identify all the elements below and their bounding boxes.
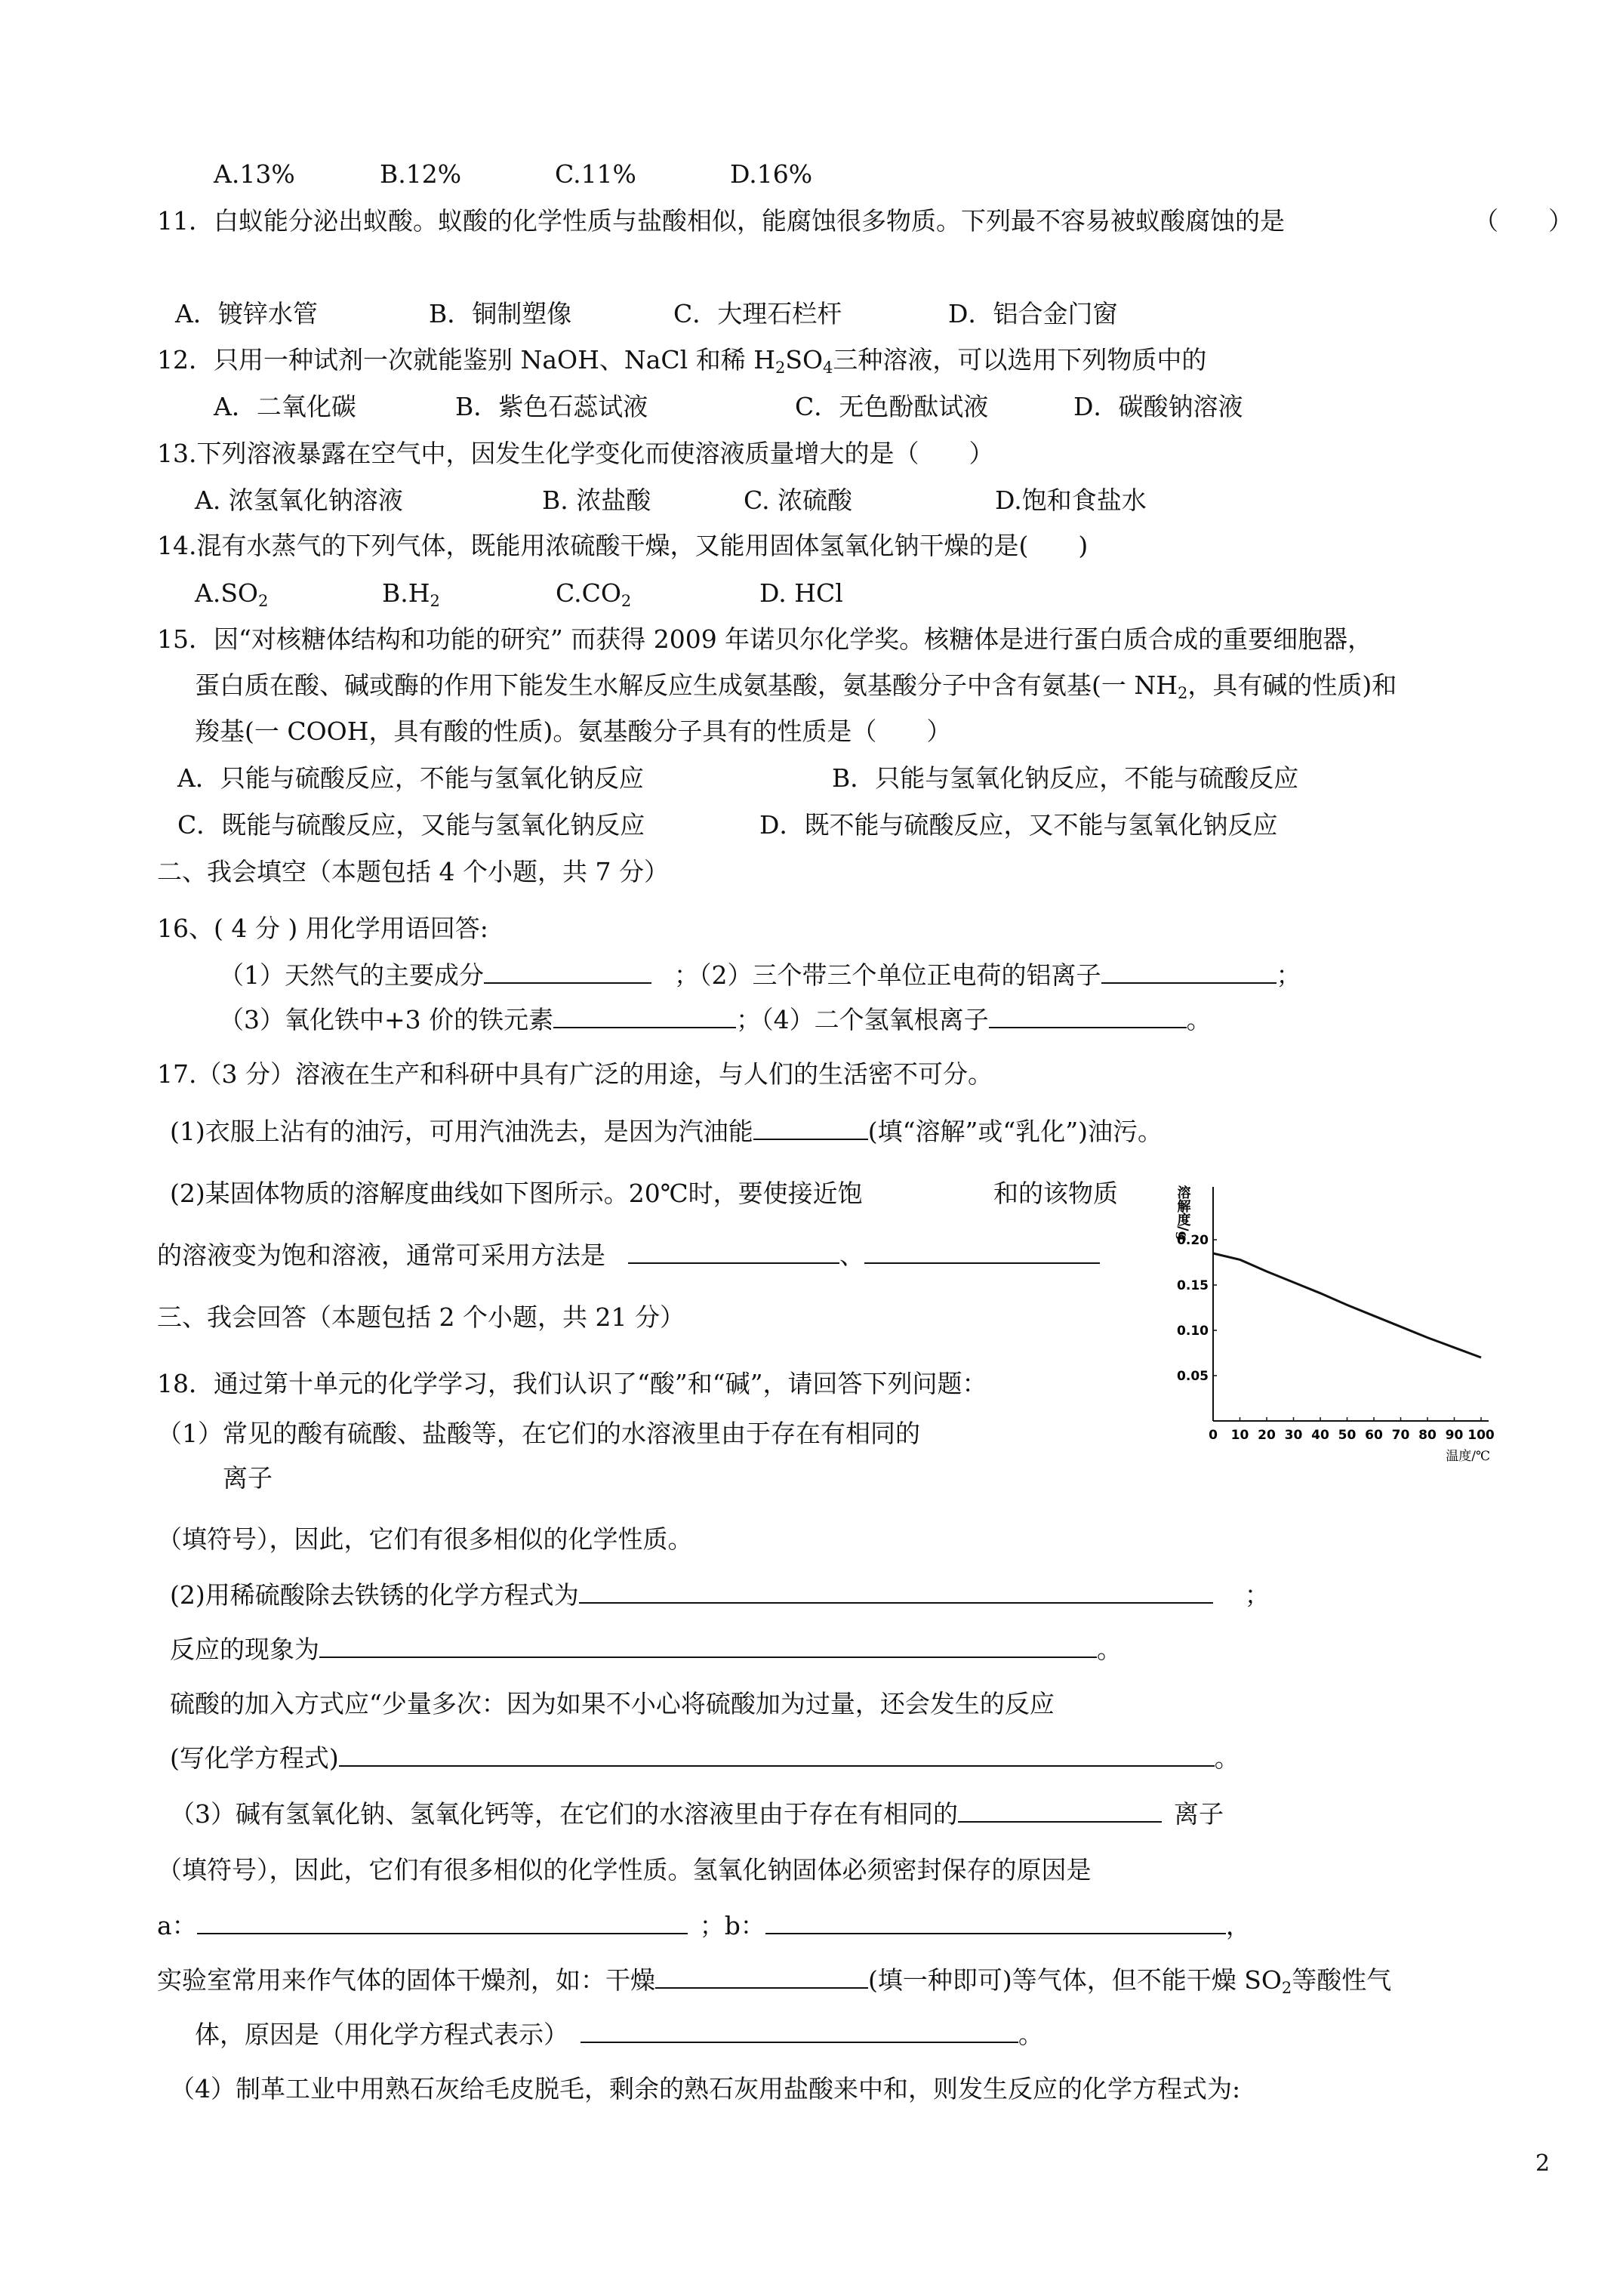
q12-option-b: B．紫色石蕊试液: [455, 392, 648, 421]
q18-blank-6[interactable]: [765, 1910, 1226, 1934]
q18-part-3a: [170, 1797, 1224, 1832]
x-axis-label: 温度/℃: [1446, 1449, 1490, 1464]
q18-part-3c: （填符号），因此，它们有很多相似的化学性质。氢氧化钠固体必须密封保存的原因是: [157, 1855, 1092, 1885]
q18-part-3j: [195, 2017, 1043, 2052]
x-tick-label: 90: [1445, 1428, 1464, 1443]
q15-line-2a: 蛋白质在酸、碱或酶的作用下能发生水解反应生成氨基酸，氨基酸分子中含有氨基(一 NH: [195, 670, 1178, 700]
q14-option-b-text: B.H: [382, 578, 430, 608]
q15-sub-2: 2: [1178, 684, 1188, 702]
q11-answer-paren: （ ）: [1474, 206, 1573, 236]
q17-part-3: [157, 1238, 1100, 1273]
q13-option-d: D.饱和食盐水: [995, 485, 1147, 515]
q11-option-b: B．铜制塑像: [429, 299, 572, 328]
page-number: 2: [1535, 2150, 1551, 2177]
q18-blank-8[interactable]: [581, 2019, 1018, 2043]
x-tick-label: 10: [1230, 1428, 1249, 1443]
q18-part-2f: [170, 1741, 1240, 1776]
y-tick-label: 0.20: [1177, 1233, 1209, 1248]
q16-blank-4[interactable]: [989, 1004, 1187, 1028]
x-tick-label: 100: [1467, 1428, 1495, 1443]
section-3-heading: 三、我会回答（本题包括 2 个小题，共 21 分）: [157, 1302, 685, 1332]
q18-part-3j-end: 。: [1018, 2020, 1043, 2049]
q18-part-3g-text: 实验室常用来作气体的固体干燥剂，如：干燥: [157, 1965, 655, 1995]
q15-option-b: B．只能与氢氧化钠反应，不能与硫酸反应: [832, 763, 1299, 793]
x-tick-label: 40: [1311, 1428, 1329, 1443]
y-tick-label: 0.15: [1177, 1278, 1209, 1293]
q11-option-a: A．镀锌水管: [175, 299, 318, 328]
y-tick-label: 0.05: [1177, 1369, 1209, 1384]
q17-blank-2[interactable]: [628, 1240, 839, 1264]
q17-part-1b: (填“溶解”或“乳化”)油污。: [867, 1117, 1163, 1146]
q18-part-1a: （1）常见的酸有硫酸、盐酸等，在它们的水溶液里由于存在有相同的: [157, 1419, 920, 1448]
q10-option-b: B.12%: [380, 159, 462, 189]
q17-blank-1[interactable]: [753, 1116, 868, 1140]
q16-part-1: （1）天然气的主要成分: [219, 960, 484, 990]
q18-part-4: （4）制革工业中用熟石灰给毛皮脱毛，剩余的熟石灰用盐酸来中和，则发生反应的化学方程式为:: [170, 2074, 1241, 2103]
q14-option-b-sub: 2: [430, 592, 440, 610]
q16-line-1: [219, 958, 1301, 993]
q18-part-2c: [170, 1632, 1122, 1667]
q12-sub-4: 4: [823, 359, 833, 377]
q15-line-1: 15．因“对核糖体结构和功能的研究” 而获得 2009 年诺贝尔化学奖。核糖体是进行蛋白质合成的重要细胞器，: [157, 624, 1373, 654]
q18-part-3g: [157, 1963, 1391, 1998]
x-tick-label: 70: [1391, 1428, 1410, 1443]
q12-stem: [157, 343, 1206, 378]
q18-blank-3[interactable]: [339, 1743, 1215, 1767]
q16-line-2: [219, 1003, 1212, 1037]
q12-stem-a: 12．只用一种试剂一次就能鉴别 NaOH、NaCl 和稀 H: [157, 345, 775, 374]
q16-part-3: （3）氧化铁中+3 价的铁元素: [219, 1005, 554, 1034]
q14-option-b: [382, 576, 440, 611]
q12-option-d: D．碳酸钠溶液: [1073, 392, 1243, 421]
q18-part-2a: [170, 1578, 1270, 1613]
q18-part-2a-end: ；: [1244, 1580, 1270, 1610]
q17-part-1: [170, 1114, 1163, 1149]
q18-part-3a-text: （3）碱有氢氧化钠、氢氧化钙等，在它们的水溶液里由于存在有相同的: [170, 1799, 958, 1829]
q18-stem: 18．通过第十单元的化学学习，我们认识了“酸”和“碱”，请回答下列问题：: [157, 1369, 987, 1398]
q18-part-2c-end: 。: [1097, 1635, 1122, 1664]
q18-blank-4[interactable]: [958, 1798, 1162, 1823]
x-tick-label: 50: [1338, 1428, 1357, 1443]
q12-stem-c: 三种溶液，可以选用下列物质中的: [833, 345, 1207, 374]
q16-stem: 16、( 4 分 ) 用化学用语回答:: [157, 914, 488, 943]
q18-part-3d-b: ；b：: [699, 1911, 765, 1940]
q16-blank-2[interactable]: [1101, 960, 1277, 984]
q18-blank-1[interactable]: [579, 1579, 1213, 1604]
q16-line-2-end: 。: [1186, 1005, 1212, 1034]
q17-part-3b: 、: [839, 1240, 864, 1270]
q14-option-c-sub: 2: [621, 592, 632, 610]
q15-option-d: D．既不能与硫酸反应，又不能与氢氧化钠反应: [759, 810, 1278, 840]
q18-so2-sub: 2: [1281, 1979, 1292, 1997]
q17-stem: 17.（3 分）溶液在生产和科研中具有广泛的用途，与人们的生活密不可分。: [157, 1059, 993, 1089]
x-tick-label: 20: [1258, 1428, 1276, 1443]
q18-blank-2[interactable]: [319, 1634, 1097, 1658]
q11-option-d: D．铝合金门窗: [948, 299, 1118, 328]
q10-option-a: A.13%: [214, 159, 295, 189]
q12-option-a: A．二氧化碳: [214, 392, 356, 421]
q15-line-3: 羧基(一 COOH，具有酸的性质)。氨基酸分子具有的性质是（ ）: [195, 717, 952, 746]
q15-line-2: [195, 668, 1397, 703]
solubility-curve-chart: [1166, 1178, 1544, 1472]
q13-option-b: B. 浓盐酸: [542, 485, 651, 515]
q18-part-3d: [157, 1909, 1251, 1943]
y-axis-label: 溶解度/g: [1175, 1185, 1191, 1241]
q18-blank-7[interactable]: [655, 1965, 868, 1989]
q16-line-1-end: ；: [1276, 960, 1301, 990]
x-tick-label: 30: [1284, 1428, 1303, 1443]
y-tick-label: 0.10: [1177, 1324, 1209, 1339]
q14-option-a-text: A.SO: [195, 578, 258, 608]
q18-part-3d-end: ，: [1225, 1911, 1251, 1940]
q15-option-a: A．只能与硫酸反应，不能与氢氧化钠反应: [177, 763, 644, 793]
x-tick-label: 0: [1209, 1428, 1218, 1443]
q13-stem: 13.下列溶液暴露在空气中，因发生化学变化而使溶液质量增大的是（ ）: [157, 439, 994, 468]
q11-stem-text: 11．白蚁能分泌出蚁酸。蚁酸的化学性质与盐酸相似，能腐蚀很多物质。下列最不容易被蚁酸腐蚀的是: [157, 206, 1285, 236]
q12-sub-2: 2: [775, 359, 786, 377]
x-tick-label: 80: [1418, 1428, 1437, 1443]
q18-part-3a-end: 离子: [1174, 1799, 1224, 1829]
q15-line-2b: ，具有碱的性质)和: [1187, 670, 1397, 700]
q14-stem: 14.混有水蒸气的下列气体，既能用浓硫酸干燥，又能用固体氢氧化钠干燥的是( ): [157, 531, 1089, 560]
q13-option-c: C. 浓硫酸: [744, 485, 853, 515]
q10-option-c: C.11%: [555, 159, 636, 189]
q15-option-c: C．既能与硫酸反应，又能与氢氧化钠反应: [177, 810, 645, 840]
q18-blank-5[interactable]: [197, 1910, 688, 1934]
q18-part-3g-mid: (填一种即可)等气体，但不能干燥 SO: [868, 1965, 1282, 1995]
q18-part-2a-text: (2)用稀硫酸除去铁锈的化学方程式为: [170, 1580, 579, 1610]
solubility-curve-line: [1213, 1253, 1481, 1358]
q17-part-3a: 的溶液变为饱和溶液，通常可采用方法是: [157, 1240, 605, 1270]
q14-option-c-text: C.CO: [556, 578, 621, 608]
q17-part-2b: 和的该物质: [993, 1179, 1118, 1208]
q18-part-3d-a: a：: [157, 1911, 197, 1940]
q18-part-2c-text: 反应的现象为: [170, 1635, 319, 1664]
q14-option-c: [556, 576, 631, 611]
q16-part-4: ；（4）二个氢氧根离子: [736, 1005, 989, 1034]
q14-option-a-sub: 2: [257, 592, 269, 610]
x-tick-label: 60: [1365, 1428, 1383, 1443]
q12-stem-b: SO: [785, 345, 824, 374]
q18-part-1b: 离子: [223, 1463, 273, 1493]
q18-part-2e: 硫酸的加入方式应“少量多次：因为如果不小心将硫酸加为过量，还会发生的反应: [170, 1689, 1055, 1718]
q11-stem: [157, 204, 1285, 239]
q13-option-a: A. 浓氢氧化钠溶液: [195, 485, 403, 515]
q18-part-2f-end: 。: [1214, 1743, 1240, 1773]
q18-part-3g-end: 等酸性气: [1292, 1965, 1392, 1995]
q16-part-2: ；（2）三个带三个单位正电荷的铝离子: [674, 960, 1101, 990]
q11-option-c: C．大理石栏杆: [673, 299, 842, 328]
q14-option-a: [195, 576, 268, 611]
q16-blank-1[interactable]: [484, 960, 651, 984]
q17-part-2a: (2)某固体物质的溶解度曲线如下图所示。20℃时，要使接近饱: [170, 1179, 863, 1208]
q18-part-2f-text: (写化学方程式): [170, 1743, 339, 1773]
q17-part-1a: (1)衣服上沾有的油污，可用汽油洗去，是因为汽油能: [170, 1117, 753, 1146]
q14-option-d: D. HCl: [759, 578, 843, 608]
q16-blank-3[interactable]: [553, 1004, 736, 1028]
q18-part-3j-text: 体，原因是（用化学方程式表示）: [195, 2020, 568, 2049]
q10-option-d: D.16%: [730, 159, 813, 189]
q17-blank-3[interactable]: [864, 1240, 1100, 1264]
q18-part-1c: （填符号），因此，它们有很多相似的化学性质。: [157, 1524, 693, 1554]
q12-option-c: C．无色酚酞试液: [795, 392, 989, 421]
section-2-heading: 二、我会填空（本题包括 4 个小题，共 7 分）: [157, 857, 669, 886]
